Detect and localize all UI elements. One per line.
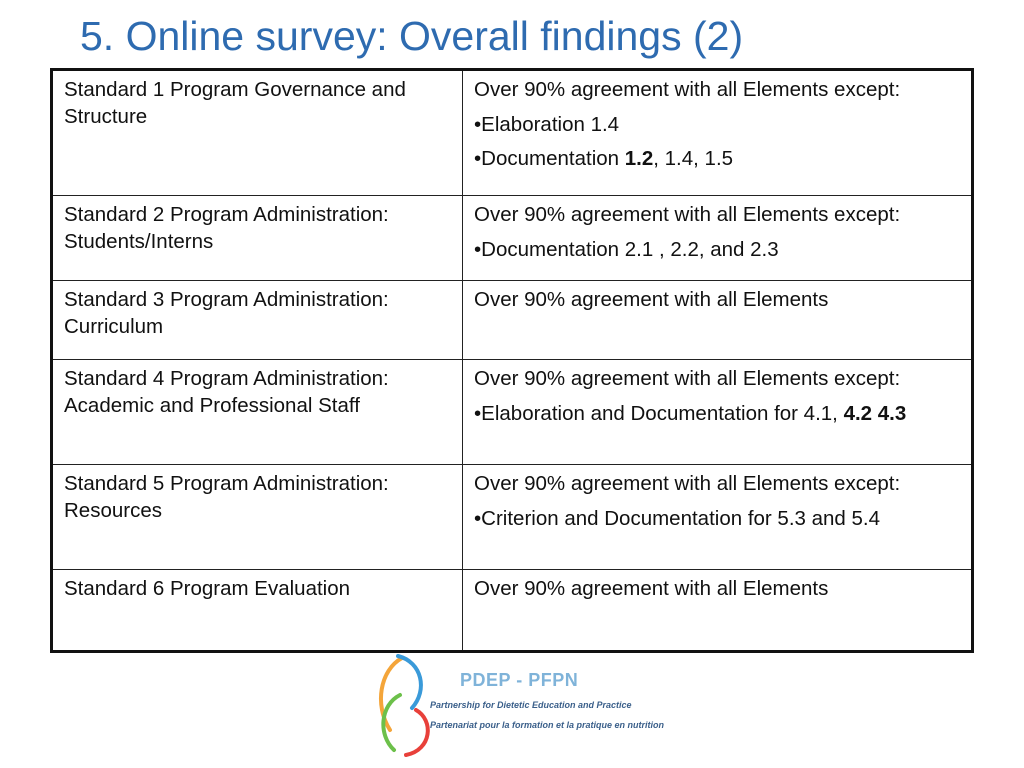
logo-tagline-en: Partnership for Dietetic Education and Practice	[430, 700, 632, 710]
findings-cell	[463, 570, 973, 652]
standard-cell: Standard 5 Program Administration: Resources	[52, 465, 463, 570]
table-row	[52, 360, 973, 465]
finding-text: , 1.4, 1.5	[653, 147, 734, 171]
findings-cell	[463, 281, 973, 360]
finding-summary	[474, 77, 961, 104]
finding-text: Over 90% agreement with all Elements	[474, 288, 829, 311]
finding-text: Over 90% agreement with all Elements except:	[474, 203, 901, 226]
findings-cell	[463, 465, 973, 570]
logo-name: PDEP - PFPN	[460, 670, 579, 690]
standard-cell: Standard 2 Program Administration: Students/Interns	[52, 196, 463, 281]
finding-highlight: 4.2 4.3	[843, 401, 907, 425]
table-row	[52, 570, 973, 652]
table-row	[52, 281, 973, 360]
finding-text: •Elaboration 1.4	[474, 112, 620, 136]
finding-text: •Elaboration and Documentation for 4.1,	[474, 401, 844, 425]
finding-text: •Criterion and Documentation for 5.3 and 5.4	[474, 506, 881, 530]
logo-tagline-fr: Partenariat pour la formation et la pratique en nutrition	[430, 720, 665, 730]
finding-highlight: 1.2	[624, 147, 654, 171]
finding-text: •Documentation 2.1 , 2.2, and 2.3	[474, 237, 779, 261]
standard-cell: Standard 6 Program Evaluation	[52, 570, 463, 652]
finding-summary	[474, 366, 961, 393]
findings-cell	[463, 196, 973, 281]
table-row	[52, 196, 973, 281]
finding-summary	[474, 202, 961, 229]
page-title: 5. Online survey: Overall findings (2)	[80, 13, 744, 59]
findings-table	[50, 68, 974, 653]
table-row	[52, 70, 973, 196]
finding-text: Over 90% agreement with all Elements except:	[474, 472, 901, 495]
finding-text: Over 90% agreement with all Elements	[474, 577, 829, 600]
finding-text: Over 90% agreement with all Elements except:	[474, 78, 901, 101]
finding-text: •Documentation	[474, 147, 625, 171]
finding-bullet	[474, 237, 961, 264]
standard-cell: Standard 1 Program Governance and Structure	[52, 70, 463, 196]
finding-text: Over 90% agreement with all Elements except:	[474, 367, 901, 390]
pdep-logo	[372, 650, 665, 760]
standard-cell: Standard 4 Program Administration: Academic and Professional Staff	[52, 360, 463, 465]
finding-bullet	[474, 506, 961, 533]
standard-cell: Standard 3 Program Administration: Curriculum	[52, 281, 463, 360]
finding-summary	[474, 576, 961, 603]
findings-cell	[463, 70, 973, 196]
table-row	[52, 465, 973, 570]
finding-bullet	[474, 401, 961, 428]
findings-cell	[463, 360, 973, 465]
finding-summary	[474, 471, 961, 498]
finding-bullet	[474, 146, 961, 173]
finding-summary	[474, 287, 961, 314]
finding-bullet	[474, 112, 961, 139]
